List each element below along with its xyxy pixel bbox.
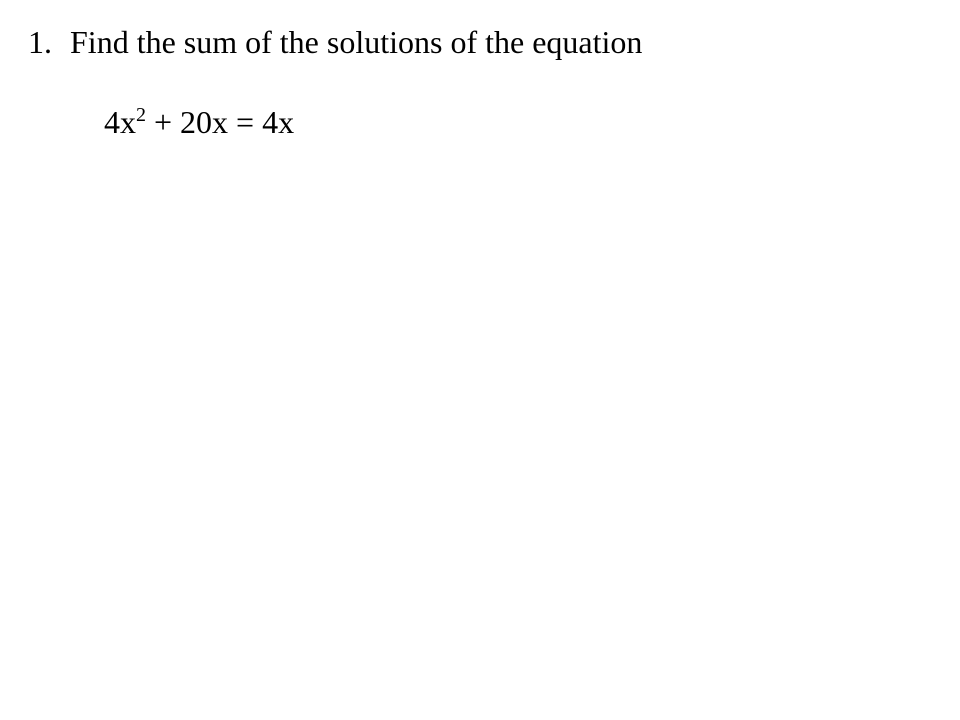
equation (104, 100, 294, 144)
equation-exponent: 2 (136, 104, 146, 126)
question-line (28, 20, 642, 64)
equation-term-4x: 4x (104, 104, 136, 140)
question-prompt: Find the sum of the solutions of the equation (70, 24, 643, 60)
question-number: 1. (28, 24, 52, 60)
equation-remainder: + 20x = 4x (146, 104, 295, 140)
